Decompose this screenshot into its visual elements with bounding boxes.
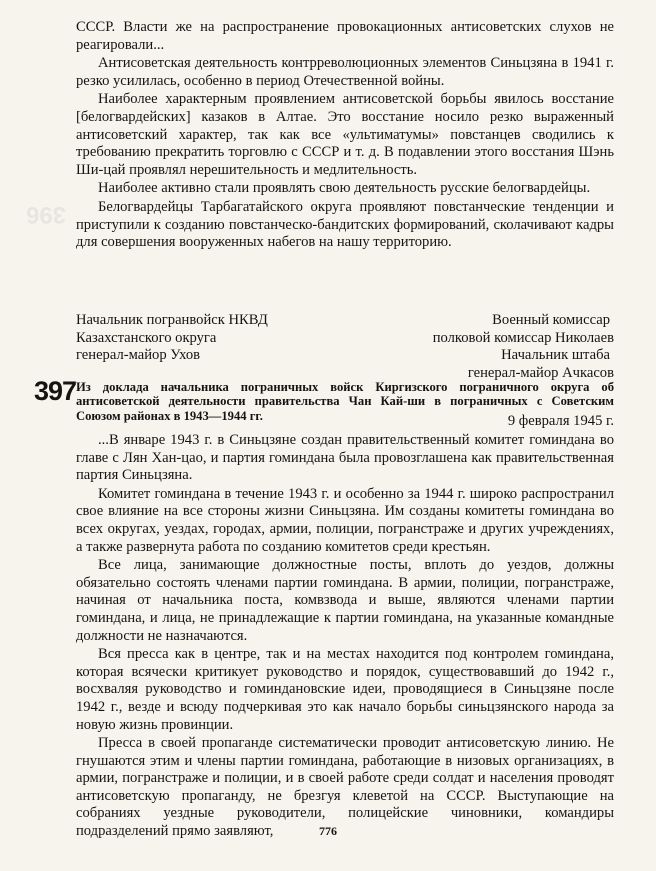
page-number: 776 — [319, 824, 337, 838]
paragraph: Пресса в своей пропаганде систематически проводит антисоветскую линию. Не гнушаются этим и члены партии гоминдана, работающие в низовых организациях, в армии, погранстраже и полиции, и в своей работе среди солдат и населения проводят антисоветскую пропаганду, не брезгуя клеветой на СССР. Выступающие на собраниях уездные руководители, полицейские чиновники, командиры подразделений прямо заявляют, — [76, 735, 614, 840]
paragraph: Наиболее активно стали проявлять свою деятельность русские белогвардейцы. — [98, 180, 591, 197]
bleed-through-number: 396 — [26, 201, 67, 228]
signature-right-line: полковой комиссар Николаев — [432, 329, 614, 346]
signature-right-line: генерал-майор Ачкасов — [467, 364, 614, 381]
paragraph: Все лица, занимающие должностные посты, вплоть до уездов, должны обязательно состоять членами партии гоминдана. В армии, полиции, погранстраже, начиная от начальника поста, комвзвода и выше, являются членами партии гоминдана, и лица, не принадлежащие к партии гоминдана, на указанные командные должности не назначаются. — [76, 557, 614, 644]
paragraph: Вся пресса как в центре, так и на местах находится под контролем гоминдана, которая всячески критикует руководство и порядок, существовавший до 1942 г., восхваляя руководство и гоминдановские идеи, проводящиеся в Синьцзяне после 1942 г., везде и всюду подчеркивая это как начало борьбы синьцзянского народа за новую жизнь провинции. — [76, 646, 614, 733]
signature-right-line: Военный комиссар — [492, 312, 610, 328]
paragraph: Наиболее характерным проявлением антисоветской борьбы явилось восстание [белогвардейских] казаков в Алтае. Это восстание носило резко выраженный антисоветский характер, так как все «ультиматумы» повстанцев сводились к требованию прекратить торговлю с СССР и т. д. В подавлении этого восстания Шэнь Ши-цай проявлял нерешительность и медлительность. — [76, 91, 614, 178]
paragraph: Белогвардейцы Тарбагатайского округа проявляют повстанческие тенденции и приступили к созданию повстанческо-бандитских формирований, сколачивают кадры для совершения вооруженных набегов на нашу территорию. — [76, 198, 614, 251]
signature-left-line: Начальник погранвойск НКВД — [76, 312, 268, 328]
text-block-top — [76, 19, 614, 252]
signature-right-line: Начальник штаба — [501, 347, 610, 364]
document-heading: Из доклада начальника пограничных войск Киргизского пограничного округа об антисоветской деятельности правительства Чан Кай-ши в пограничных с Советским Союзом районах в 1943—1944 гг. — [76, 380, 614, 423]
signature-left-line: генерал-майор Ухов — [76, 347, 201, 364]
paragraph: СССР. Власти же на распространение провокационных антисоветских слухов не реагировали... — [76, 19, 614, 53]
signature-left-line: Казахстанского округа — [76, 329, 217, 346]
paragraph: Комитет гоминдана в течение 1943 г. и особенно за 1944 г. широко распространил свое влияние на все стороны жизни Синьцзяна. Им созданы комитеты гоминдана во всех округах, уездах, городах, армии, полиции, погранстраже и других учреждениях, а также развернута работа по созданию комитетов среди крестьян. — [76, 485, 614, 555]
document-date: 9 февраля 1945 г. — [507, 413, 614, 429]
signature-block — [76, 312, 614, 382]
paragraph: ...В январе 1943 г. в Синьцзяне создан правительственный комитет гоминдана во главе с Лян Хан-цао, и партия гоминдана была провозглашена как правительственная партия Синьцзяна. — [76, 432, 614, 484]
paragraph: Антисоветская деятельность контрреволюционных элементов Синьцзяна в 1941 г. резко усилилась, особенно в период Отечественной войны. — [76, 55, 614, 89]
text-block-bottom — [76, 432, 614, 841]
document-number: 397 — [34, 376, 77, 406]
